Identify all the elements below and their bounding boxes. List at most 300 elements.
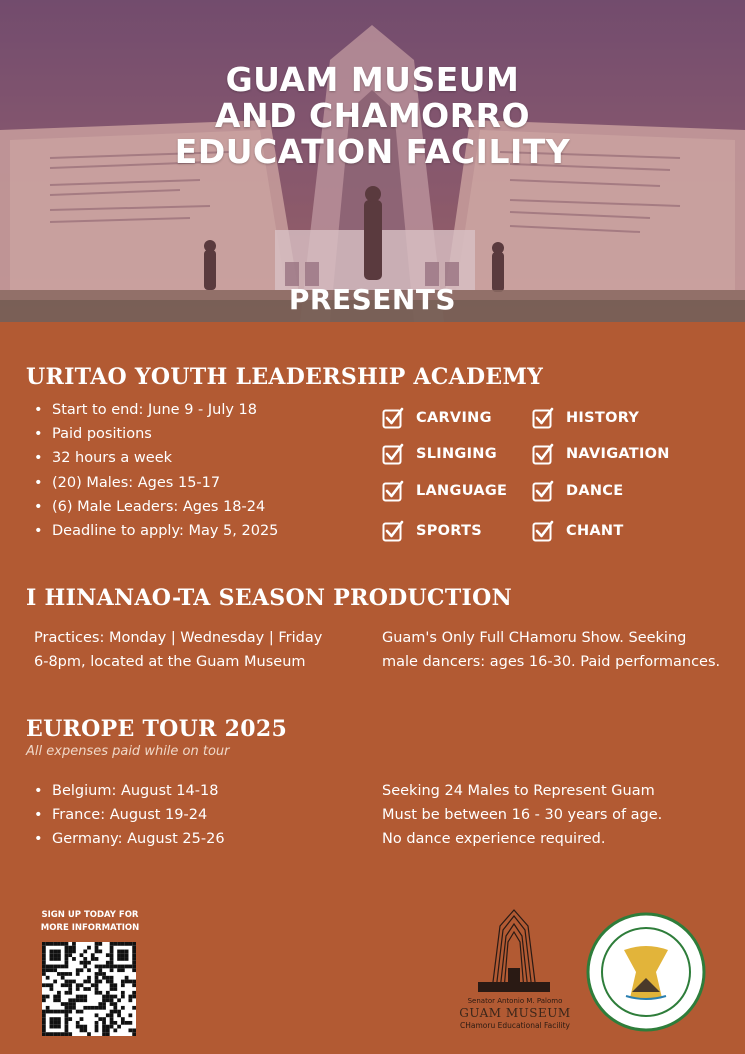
qr-module (98, 1006, 102, 1010)
activity-label: SLINGING (416, 446, 497, 462)
qr-module (125, 950, 129, 954)
text-line: Guam's Only Full CHamoru Show. Seeking (382, 630, 687, 646)
qr-module (106, 1028, 110, 1032)
qr-module (125, 942, 129, 946)
text-line: SIGN UP TODAY FOR (41, 910, 139, 920)
qr-module (46, 1006, 50, 1010)
qr-module (113, 995, 117, 999)
qr-module (80, 983, 84, 987)
qr-module (95, 972, 99, 976)
list-item: • 32 hours a week (30, 446, 278, 470)
qr-module (68, 987, 72, 991)
qr-module (113, 1002, 117, 1006)
qr-module (113, 1010, 117, 1014)
qr-module (83, 1025, 87, 1029)
qr-module (42, 961, 46, 965)
qr-module (42, 968, 46, 972)
qr-module (46, 965, 50, 969)
qr-module (46, 976, 50, 980)
qr-module (76, 998, 80, 1002)
qr-module (110, 942, 114, 946)
qr-module (87, 968, 91, 972)
qr-module (80, 1025, 84, 1029)
qr-module (117, 998, 121, 1002)
qr-module (61, 1002, 65, 1006)
museum-name: GUAM MUSEUM (459, 1006, 571, 1020)
qr-module (57, 998, 61, 1002)
qr-module (121, 1021, 125, 1025)
qr-module (76, 995, 80, 999)
qr-module (121, 983, 125, 987)
qr-module (121, 995, 125, 999)
qr-module (132, 983, 136, 987)
academy-bullet-list (30, 398, 278, 543)
text-line: Seeking 24 Males to Represent Guam (382, 783, 655, 799)
qr-module (46, 942, 50, 946)
qr-module (125, 953, 129, 957)
qr-module (65, 961, 69, 965)
qr-module (65, 1028, 69, 1032)
qr-module (106, 1013, 110, 1017)
activity-label: LANGUAGE (416, 483, 508, 499)
qr-module (57, 991, 61, 995)
qr-module (102, 972, 106, 976)
qr-module (53, 957, 57, 961)
qr-module (57, 995, 61, 999)
academy-heading: URITAO YOUTH LEADERSHIP ACADEMY (26, 364, 544, 390)
qr-module (65, 983, 69, 987)
qr-module (110, 998, 114, 1002)
qr-module (53, 965, 57, 969)
qr-module (65, 957, 69, 961)
qr-module (53, 1010, 57, 1014)
qr-module (121, 1017, 125, 1021)
qr-module (80, 961, 84, 965)
qr-module (132, 968, 136, 972)
qr-module (132, 1032, 136, 1036)
qr-module (80, 1017, 84, 1021)
qr-module (132, 991, 136, 995)
qr-module (80, 998, 84, 1002)
qr-module (50, 987, 54, 991)
qr-module (53, 980, 57, 984)
qr-module (102, 1017, 106, 1021)
qr-module (65, 965, 69, 969)
list-item: • (20) Males: Ages 15-17 (30, 471, 278, 495)
qr-module (42, 995, 46, 999)
qr-module (42, 1028, 46, 1032)
qr-module (110, 961, 114, 965)
qr-module (61, 972, 65, 976)
text-line: male dancers: ages 16-30. Paid performances. (382, 654, 721, 670)
hero-title-line: EDUCATION FACILITY (174, 132, 571, 171)
qr-module (53, 1025, 57, 1029)
qr-module (42, 972, 46, 976)
qr-module (50, 1032, 54, 1036)
hero-title-line: AND CHAMORRO (214, 96, 531, 135)
qr-module (110, 1025, 114, 1029)
qr-module (61, 976, 65, 980)
qr-module (65, 1017, 69, 1021)
qr-module (121, 968, 125, 972)
list-item: • Germany: August 25-26 (30, 827, 225, 851)
museum-caption-bottom: CHamoru Educational Facility (460, 1021, 570, 1030)
qr-module (68, 1010, 72, 1014)
qr-module (65, 950, 69, 954)
qr-module (65, 1021, 69, 1025)
qr-module (125, 1021, 129, 1025)
qr-module (68, 950, 72, 954)
qr-module (72, 980, 76, 984)
qr-module (50, 965, 54, 969)
qr-module (121, 957, 125, 961)
checkbox-check-icon (382, 480, 404, 502)
qr-module (110, 953, 114, 957)
list-item: • Start to end: June 9 - July 18 (30, 398, 278, 422)
qr-module (68, 1006, 72, 1010)
qr-module (113, 987, 117, 991)
qr-module (125, 980, 129, 984)
qr-module (53, 1021, 57, 1025)
qr-module (98, 950, 102, 954)
qr-module (83, 957, 87, 961)
qr-module (102, 995, 106, 999)
qr-module (98, 991, 102, 995)
qr-module (121, 965, 125, 969)
activity-label: SPORTS (416, 523, 483, 539)
qr-module (91, 1006, 95, 1010)
qr-module (68, 946, 72, 950)
activity-navigation (532, 443, 670, 465)
text-line: 6-8pm, located at the Guam Museum (34, 654, 306, 670)
qr-module (106, 980, 110, 984)
qr-module (132, 957, 136, 961)
qr-module (65, 953, 69, 957)
qr-module (76, 968, 80, 972)
activity-dance (532, 480, 623, 502)
qr-module (106, 953, 110, 957)
qr-module (117, 953, 121, 957)
qr-module (106, 965, 110, 969)
qr-module (113, 965, 117, 969)
list-item: • Deadline to apply: May 5, 2025 (30, 519, 278, 543)
qr-module (110, 1010, 114, 1014)
qr-module (98, 972, 102, 976)
qr-module (95, 991, 99, 995)
qr-module (87, 1006, 91, 1010)
qr-module (128, 965, 132, 969)
qr-module (132, 1006, 136, 1010)
qr-module (98, 1002, 102, 1006)
qr-module (72, 957, 76, 961)
qr-module (95, 1028, 99, 1032)
qr-module (102, 1006, 106, 1010)
checkbox-check-icon (532, 520, 554, 542)
qr-module (68, 980, 72, 984)
qr-module (132, 961, 136, 965)
qr-module (95, 946, 99, 950)
qr-module (57, 953, 61, 957)
qr-module (98, 965, 102, 969)
text-line: Practices: Monday | Wednesday | Friday (34, 630, 323, 646)
qr-module (65, 991, 69, 995)
qr-module (65, 946, 69, 950)
qr-module (83, 950, 87, 954)
qr-module (132, 980, 136, 984)
list-item: • Belgium: August 14-18 (30, 779, 225, 803)
museum-caption-top: Senator Antonio M. Palomo (467, 997, 563, 1005)
qr-module (125, 957, 129, 961)
qr-module (95, 976, 99, 980)
qr-module (83, 1028, 87, 1032)
qr-module (102, 998, 106, 1002)
qr-module (80, 953, 84, 957)
qr-module (128, 1021, 132, 1025)
qr-module (110, 1017, 114, 1021)
qr-module (50, 1025, 54, 1029)
qr-module (102, 965, 106, 969)
qr-module (57, 950, 61, 954)
qr-module (132, 1028, 136, 1032)
qr-module (80, 1010, 84, 1014)
tour-subtitle: All expenses paid while on tour (26, 744, 230, 759)
qr-module (57, 1025, 61, 1029)
qr-module (106, 976, 110, 980)
qr-module (128, 1013, 132, 1017)
qr-module (42, 1013, 46, 1017)
qr-module (95, 987, 99, 991)
qr-module (106, 961, 110, 965)
qr-module (61, 942, 65, 946)
qr-module (42, 953, 46, 957)
qr-module (76, 983, 80, 987)
production-heading: I HINANAO-TA SEASON PRODUCTION (26, 585, 512, 611)
qr-module (68, 1002, 72, 1006)
qr-module (110, 1013, 114, 1017)
qr-module (76, 972, 80, 976)
qr-module (113, 1021, 117, 1025)
qr-module (46, 968, 50, 972)
qr-module (53, 953, 57, 957)
qr-module (87, 1032, 91, 1036)
qr-module (65, 1032, 69, 1036)
qr-module (61, 983, 65, 987)
qr-module (95, 1013, 99, 1017)
qr-module (57, 1010, 61, 1014)
qr-module (83, 965, 87, 969)
list-item: • Paid positions (30, 422, 278, 446)
qr-code-graphic (42, 942, 136, 1036)
qr-module (65, 1025, 69, 1029)
qr-module (83, 961, 87, 965)
qr-module (68, 972, 72, 976)
qr-module (125, 965, 129, 969)
qr-module (42, 942, 46, 946)
qr-module (46, 1032, 50, 1036)
qr-module (61, 1032, 65, 1036)
checkbox-check-icon (532, 407, 554, 429)
qr-module (53, 1032, 57, 1036)
qr-module (68, 1032, 72, 1036)
qr-module (132, 953, 136, 957)
qr-module (57, 957, 61, 961)
qr-module (110, 980, 114, 984)
activity-label: NAVIGATION (566, 446, 670, 462)
activity-label: HISTORY (566, 410, 640, 426)
qr-module (87, 976, 91, 980)
qr-module (117, 1025, 121, 1029)
qr-module (106, 995, 110, 999)
qr-module (106, 991, 110, 995)
qr-module (80, 1028, 84, 1032)
qr-module (53, 942, 57, 946)
hero-title-line: GUAM MUSEUM (225, 60, 520, 99)
qr-module (76, 1021, 80, 1025)
qr-module (95, 957, 99, 961)
list-item: • France: August 19-24 (30, 803, 225, 827)
qr-module (42, 1025, 46, 1029)
activity-carving (382, 407, 492, 429)
qr-module (106, 1025, 110, 1029)
qr-module (65, 980, 69, 984)
text-line: Must be between 16 - 30 years of age. (382, 807, 663, 823)
qr-module (72, 1002, 76, 1006)
qr-module (121, 991, 125, 995)
qr-module (128, 980, 132, 984)
qr-module (53, 968, 57, 972)
qr-module (57, 1017, 61, 1021)
text-line: MORE INFORMATION (40, 923, 140, 933)
qr-module (121, 1006, 125, 1010)
qr-module (83, 987, 87, 991)
qr-module (76, 987, 80, 991)
qr-module (76, 1010, 80, 1014)
qr-module (121, 950, 125, 954)
qr-module (87, 987, 91, 991)
checkbox-check-icon (382, 407, 404, 429)
qr-module (46, 995, 50, 999)
qr-module (57, 942, 61, 946)
qr-module (42, 1017, 46, 1021)
qr-module (42, 965, 46, 969)
department-of-chamoru-affairs-seal (586, 912, 706, 1032)
qr-module (61, 965, 65, 969)
production-schedule (34, 626, 322, 674)
tour-bullet-list (30, 779, 225, 852)
qr-module (46, 983, 50, 987)
qr-module (117, 968, 121, 972)
qr-module (50, 1010, 54, 1014)
list-item: • (6) Male Leaders: Ages 18-24 (30, 495, 278, 519)
qr-module (65, 1010, 69, 1014)
qr-module (106, 1032, 110, 1036)
qr-module (53, 950, 57, 954)
checkbox-check-icon (532, 443, 554, 465)
qr-module (102, 976, 106, 980)
qr-module (61, 1010, 65, 1014)
qr-module (110, 976, 114, 980)
qr-module (80, 995, 84, 999)
qr-module (87, 961, 91, 965)
qr-module (128, 942, 132, 946)
qr-module (95, 942, 99, 946)
qr-module (68, 1017, 72, 1021)
qr-module (95, 1006, 99, 1010)
qr-module (102, 1021, 106, 1025)
qr-module (113, 983, 117, 987)
activity-language (382, 480, 507, 502)
activity-label: CHANT (566, 523, 624, 539)
qr-module (76, 1025, 80, 1029)
qr-module (128, 995, 132, 999)
signup-caption (32, 909, 148, 935)
qr-module (110, 1021, 114, 1025)
qr-module (95, 980, 99, 984)
hero-title (0, 62, 745, 170)
qr-module (102, 1025, 106, 1029)
qr-module (95, 965, 99, 969)
qr-module (50, 957, 54, 961)
qr-module (117, 942, 121, 946)
qr-module (91, 983, 95, 987)
qr-module (121, 942, 125, 946)
qr-module (117, 1010, 121, 1014)
checkbox-check-icon (532, 480, 554, 502)
text-line: No dance experience required. (382, 831, 606, 847)
qr-module (117, 965, 121, 969)
hero-banner (0, 0, 745, 322)
checkbox-check-icon (382, 443, 404, 465)
qr-module (50, 953, 54, 957)
qr-module (125, 976, 129, 980)
qr-module (57, 972, 61, 976)
qr-module (110, 995, 114, 999)
activity-label: CARVING (416, 410, 492, 426)
qr-module (102, 1032, 106, 1036)
qr-module (117, 1013, 121, 1017)
qr-module (42, 946, 46, 950)
tour-heading: EUROPE TOUR 2025 (26, 716, 288, 742)
qr-module (53, 1017, 57, 1021)
production-description (382, 626, 720, 674)
qr-module (132, 942, 136, 946)
qr-code-icon[interactable] (42, 942, 136, 1036)
qr-module (121, 953, 125, 957)
qr-module (50, 968, 54, 972)
qr-module (102, 1002, 106, 1006)
qr-module (95, 1021, 99, 1025)
qr-module (83, 995, 87, 999)
qr-module (53, 998, 57, 1002)
qr-module (110, 950, 114, 954)
qr-module (83, 1006, 87, 1010)
qr-module (87, 946, 91, 950)
qr-module (50, 983, 54, 987)
qr-module (72, 942, 76, 946)
qr-module (72, 946, 76, 950)
qr-module (132, 946, 136, 950)
qr-module (102, 1028, 106, 1032)
qr-module (132, 950, 136, 954)
qr-module (80, 968, 84, 972)
qr-module (72, 950, 76, 954)
qr-module (50, 950, 54, 954)
qr-module (110, 946, 114, 950)
qr-module (98, 1017, 102, 1021)
qr-module (42, 950, 46, 954)
qr-module (65, 942, 69, 946)
qr-module (95, 950, 99, 954)
